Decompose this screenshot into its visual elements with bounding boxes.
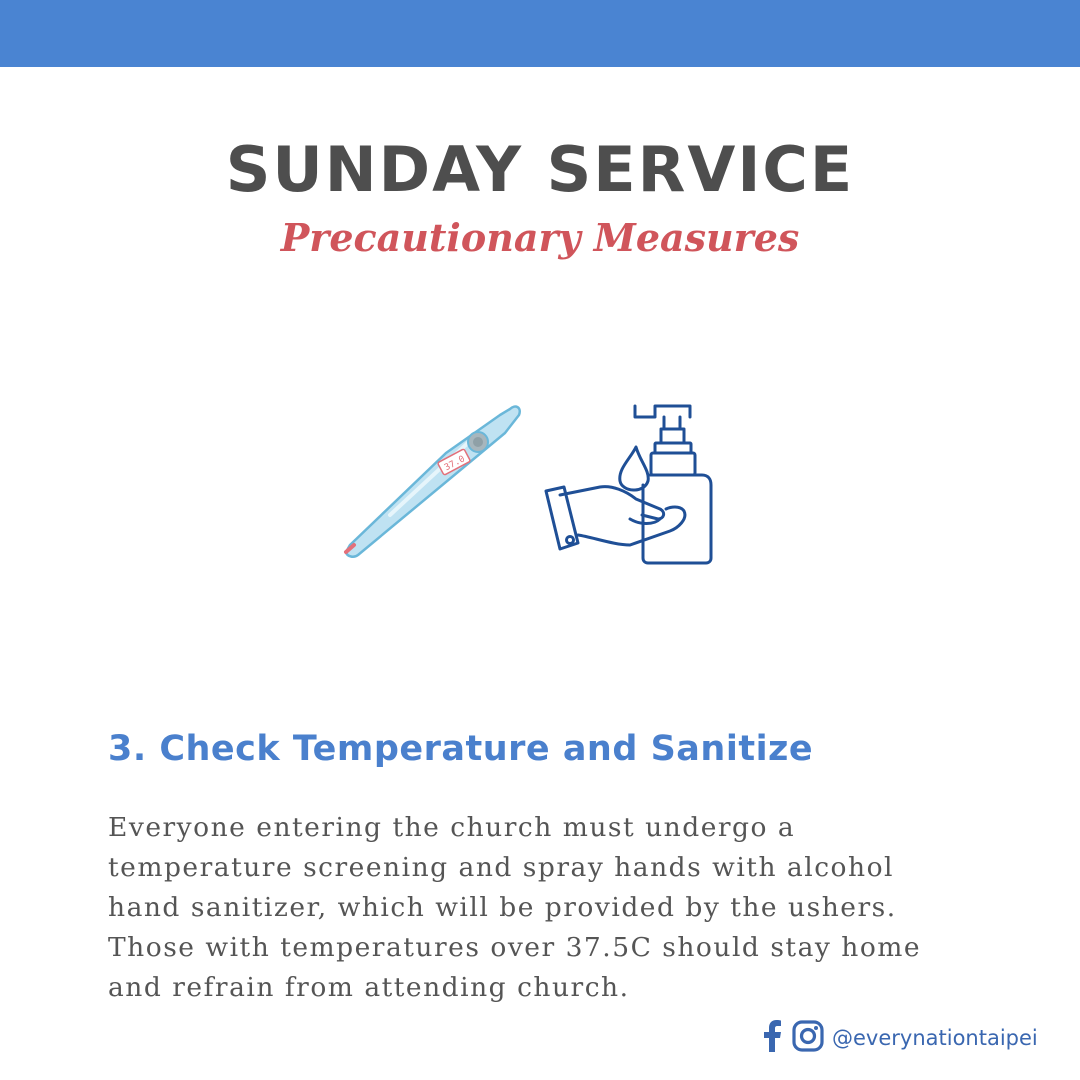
illustration (330, 395, 730, 575)
page-subtitle: Precautionary Measures (280, 215, 800, 260)
body-line: temperature screening and spray hands with alcohol (108, 852, 894, 883)
social-footer (762, 1018, 1038, 1058)
top-banner-bar (0, 0, 1080, 67)
thermometer-icon (346, 407, 520, 557)
hand-sanitizer-icon (546, 406, 711, 563)
body-line: Everyone entering the church must undergo a (108, 812, 796, 843)
social-handle[interactable]: @everynationtaipei (832, 1026, 1038, 1050)
thermometer-reading: 37.0 (443, 454, 467, 474)
illustration-graphic (330, 395, 730, 575)
body-line: hand sanitizer, which will be provided by the ushers. (108, 892, 897, 923)
body-line: and refrain from attending church. (108, 972, 630, 1003)
page-title: SUNDAY SERVICE (225, 133, 855, 206)
body-paragraph (108, 808, 988, 1008)
body-line: Those with temperatures over 37.5C should stay home (108, 932, 922, 963)
facebook-icon[interactable] (762, 1020, 782, 1056)
instagram-icon[interactable] (792, 1020, 824, 1056)
section-heading: 3. Check Temperature and Sanitize (108, 729, 814, 769)
